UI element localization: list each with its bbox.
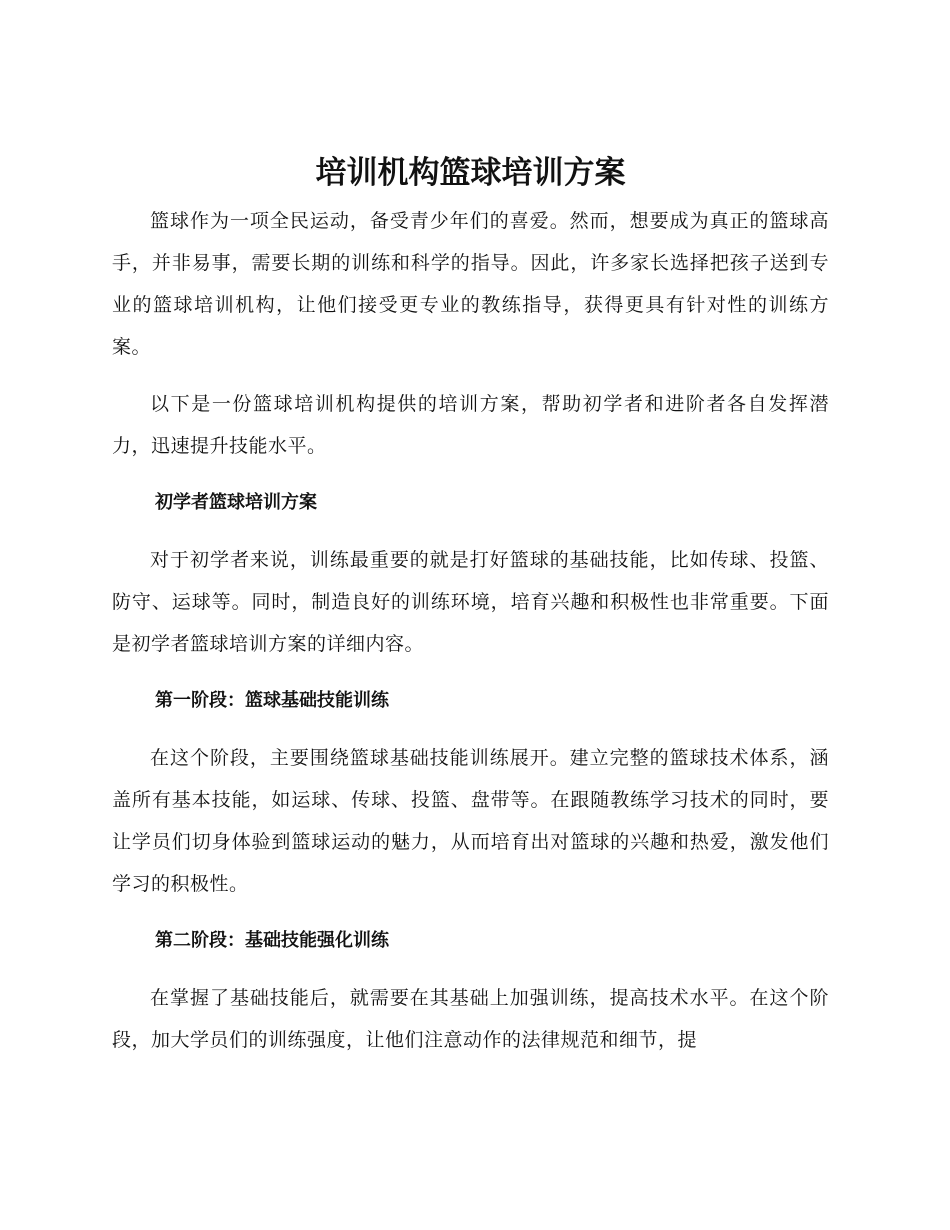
section-heading-beginner: 初学者篮球培训方案 [155, 492, 317, 513]
section-heading-stage-1: 第一阶段：篮球基础技能训练 [155, 690, 389, 711]
document-body [112, 146, 829, 1076]
stage-2-paragraph: 在掌握了基础技能后，就需要在其基础上加强训练，提高技术水平。在这个阶段，加大学员们的训练强度，让他们注意动作的法律规范和细节，提 [112, 987, 829, 1051]
beginner-paragraph: 对于初学者来说，训练最重要的就是打好篮球的基础技能，比如传球、投篮、防守、运球等。同时，制造良好的训练环境，培育兴趣和积极性也非常重要。下面是初学者篮球培训方案的详细内容。 [112, 549, 829, 655]
intro-paragraph-2: 以下是一份篮球培训机构提供的培训方案，帮助初学者和进阶者各自发挥潜力，迅速提升技能水平。 [112, 393, 829, 457]
intro-paragraph-1: 篮球作为一项全民运动，备受青少年们的喜爱。然而，想要成为真正的篮球高手，并非易事，需要长期的训练和科学的指导。因此，许多家长选择把孩子送到专业的篮球培训机构，让他们接受更专业的教练指导，获得更具有针对性的训练方案。 [112, 210, 829, 358]
section-heading-stage-2: 第二阶段：基础技能强化训练 [155, 930, 389, 951]
document-title: 培训机构篮球培训方案 [315, 155, 626, 191]
stage-1-paragraph: 在这个阶段，主要围绕篮球基础技能训练展开。建立完整的篮球技术体系，涵盖所有基本技能，如运球、传球、投篮、盘带等。在跟随教练学习技术的同时，要让学员们切身体验到篮球运动的魅力，从而培育出对篮球的兴趣和热爱，激发他们学习的积极性。 [112, 747, 829, 895]
